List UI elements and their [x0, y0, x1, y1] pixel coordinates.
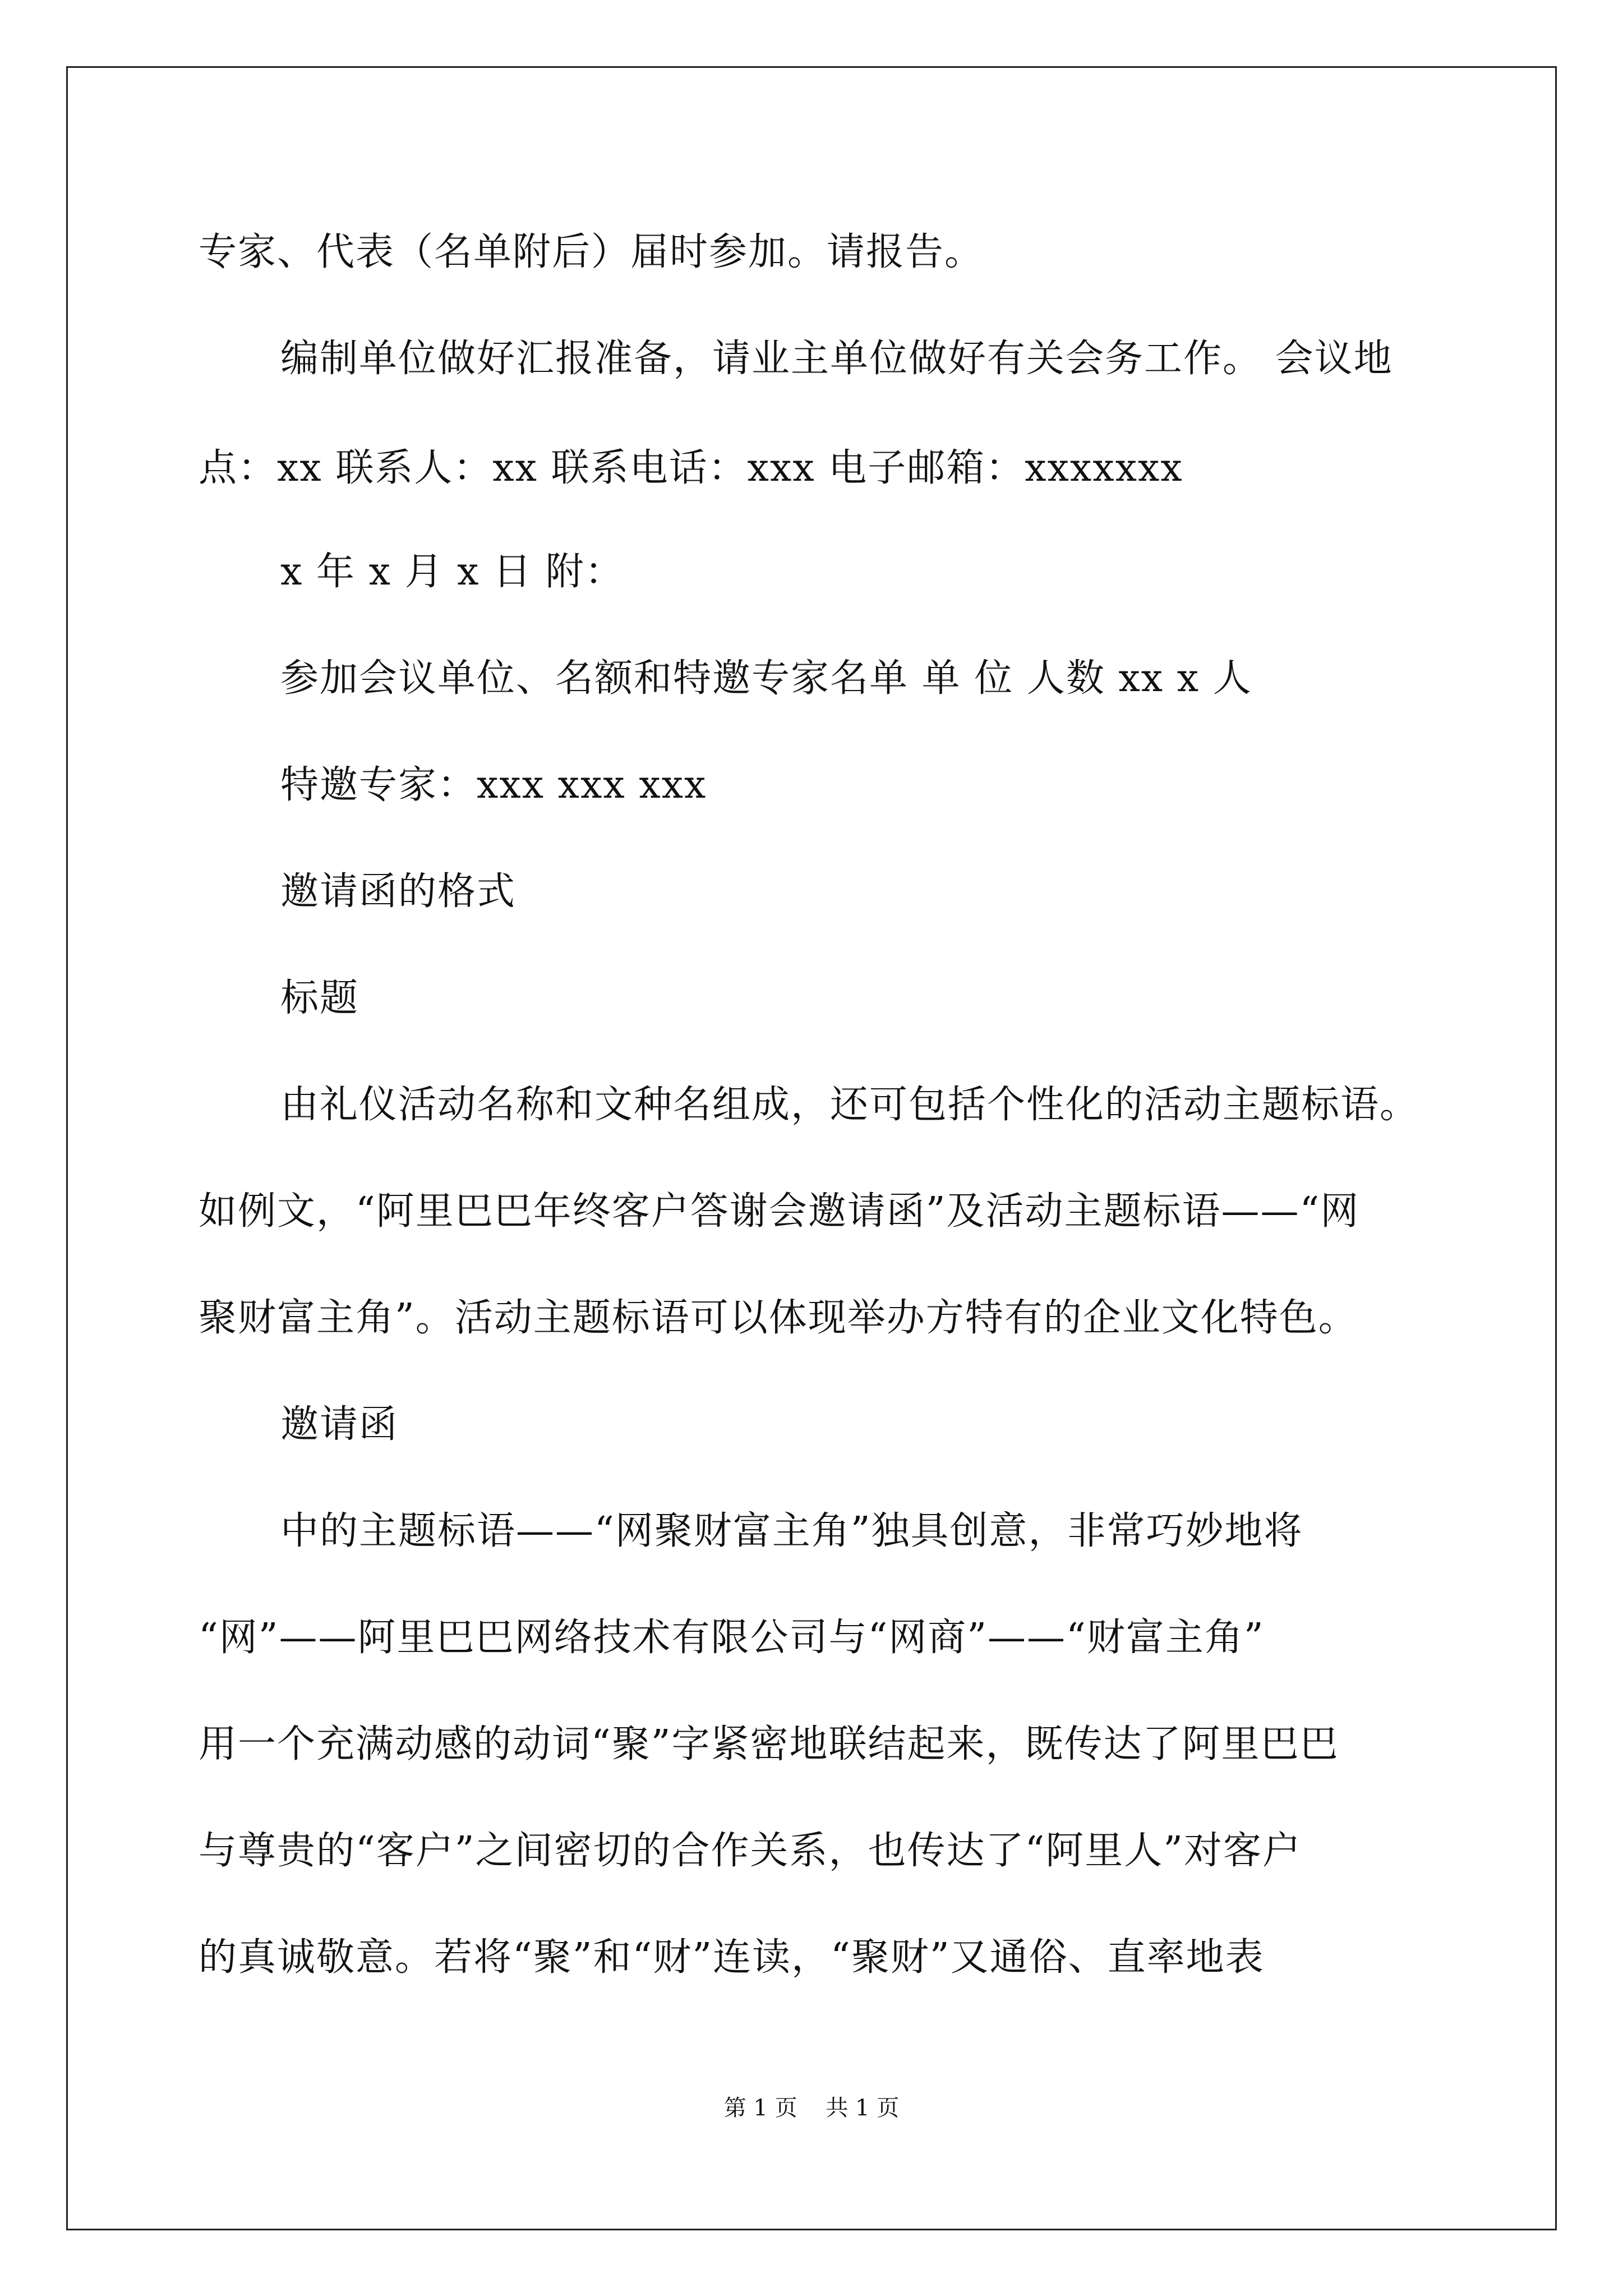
text-line: 用一个充满动感的动词“聚”字紧密地联结起来，既传达了阿里巴巴	[199, 1722, 1339, 1766]
page-border	[66, 66, 1557, 2230]
text-line: 由礼仪活动名称和文种名组成，还可包括个性化的活动主题标语。	[280, 1083, 1419, 1127]
text-line: 邀请函的格式	[280, 869, 517, 914]
text-line: 编制单位做好汇报准备，请业主单位做好有关会务工作。 会议地	[280, 337, 1393, 381]
text-line: 中的主题标语——“网聚财富主角”独具创意，非常巧妙地将	[280, 1509, 1303, 1553]
text-line: 点：xx 联系人：xx 联系电话：xxx 电子邮箱：xxxxxxx	[199, 446, 1183, 490]
text-line: “网”——阿里巴巴网络技术有限公司与“网商”——“财富主角”	[199, 1616, 1265, 1660]
text-line: 聚财富主角”。活动主题标语可以体现举办方特有的企业文化特色。	[199, 1296, 1358, 1340]
text-line: 专家、代表（名单附后）届时参加。请报告。	[199, 230, 984, 274]
text-line: 邀请函	[280, 1402, 399, 1447]
text-line: x 年 x 月 x 日 附：	[280, 550, 624, 594]
text-line: 的真诚敬意。若将“聚”和“财”连读，“聚财”又通俗、直率地表	[199, 1935, 1265, 1980]
text-line: 与尊贵的“客户”之间密切的合作关系，也传达了“阿里人”对客户	[199, 1829, 1302, 1873]
text-line: 如例文，“阿里巴巴年终客户答谢会邀请函”及活动主题标语——“网	[199, 1189, 1360, 1234]
text-line: 特邀专家：xxx xxx xxx	[280, 763, 707, 807]
text-line: 参加会议单位、名额和特邀专家名单 单 位 人数 xx x 人	[280, 656, 1252, 701]
text-line: 标题	[280, 976, 359, 1020]
page-number-footer: 第 1 页 共 1 页	[723, 2095, 900, 2121]
